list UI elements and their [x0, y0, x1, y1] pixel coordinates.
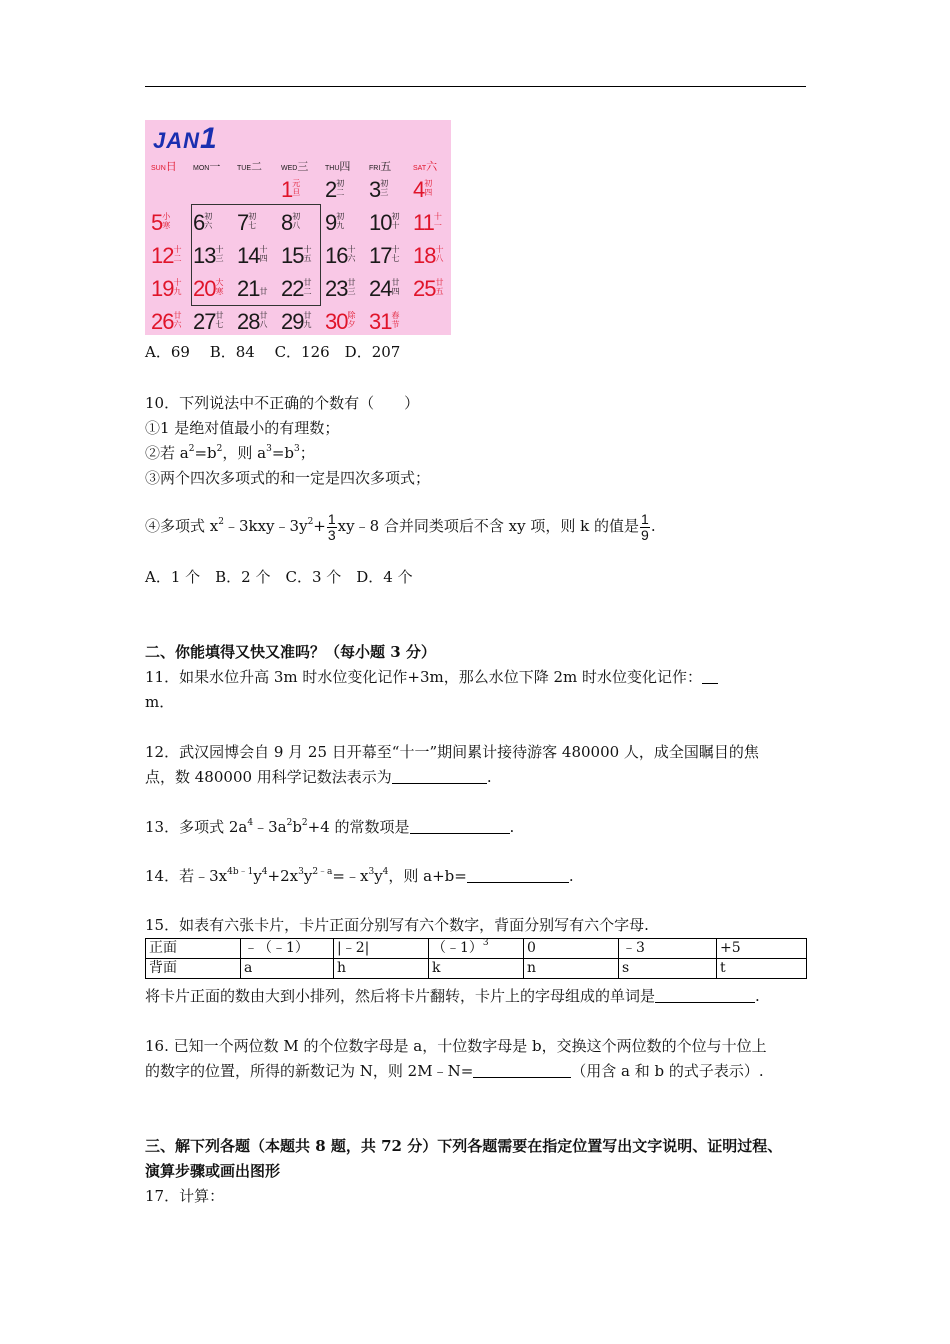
header-rule: [145, 86, 806, 87]
calendar-day: 16十六: [325, 243, 356, 268]
q10-options: A．1 个 B．2 个 C．3 个 D．4 个: [145, 568, 413, 586]
calendar-day: 7初七: [237, 210, 257, 235]
fraction-one-ninth: $\frac{1}{9}$: [641, 510, 649, 543]
calendar-day: 9初九: [325, 210, 345, 235]
back-card: h: [334, 959, 429, 979]
front-card: （﹣1）$^3$: [429, 939, 524, 959]
front-card: +5: [717, 939, 807, 959]
calendar-day: 18十八: [413, 243, 444, 268]
back-label: 背面: [146, 959, 241, 979]
calendar-day: 10初十: [369, 210, 400, 235]
q16-line-2: 的数字的位置，所得的新数记为 N，则 2M﹣N= （用含 a 和 b 的式子表示）.: [145, 1062, 764, 1080]
q13: 13．多项式 $2a^4﹣3a^2b^2+4$ 的常数项是 .: [145, 818, 515, 836]
calendar-day: 14十四: [237, 243, 268, 268]
calendar-day: 31春节: [369, 309, 400, 334]
weekday-header: SUN日: [151, 161, 177, 173]
cards-back-row: [146, 959, 807, 979]
q10-stem: 10．下列说法中不正确的个数有（ ）: [145, 394, 420, 412]
q10-statement-3: ③两个四次多项式的和一定是四次多项式；: [145, 469, 431, 487]
back-card: n: [524, 959, 619, 979]
back-card: t: [717, 959, 807, 979]
calendar-month-number: 1: [200, 122, 218, 155]
calendar-day: 27廿七: [193, 309, 224, 334]
front-card: ﹣3: [619, 939, 717, 959]
calendar-day: 25廿五: [413, 276, 444, 301]
calendar-day: 8初八: [281, 210, 301, 235]
calendar-day: 24廿四: [369, 276, 400, 301]
calendar-day: 6初六: [193, 210, 213, 235]
calendar-day: 30除夕: [325, 309, 356, 334]
back-card: k: [429, 959, 524, 979]
q16-answer-blank[interactable]: [473, 1063, 571, 1078]
calendar-day: 2初二: [325, 177, 345, 202]
cards-front-row: [146, 939, 807, 959]
back-card: a: [241, 959, 334, 979]
calendar-day: 15十五: [281, 243, 312, 268]
q15-answer-blank[interactable]: [655, 988, 755, 1003]
q9-options: A．69 B．84 C．126 D．207: [145, 343, 401, 361]
calendar-day: 29廿九: [281, 309, 312, 334]
calendar-day: 13十三: [193, 243, 224, 268]
q14: 14．若$﹣3x^{4b﹣1}y^4+2x^3y^{2﹣a}=﹣x^3y^4$，则 a+b= .: [145, 867, 574, 885]
calendar-day: 17十七: [369, 243, 400, 268]
calendar-month-label: JAN: [153, 128, 201, 153]
calendar-selection-box: [191, 204, 321, 306]
weekday-header: THU四: [325, 161, 351, 173]
back-card: s: [619, 959, 717, 979]
q15-tail: 将卡片正面的数由大到小排列，然后将卡片翻转，卡片上的字母组成的单词是 .: [145, 987, 760, 1005]
weekday-header: WED三: [281, 161, 309, 173]
section-3-title-line-1: 三、解下列各题（本题共 8 题，共 72 分）下列各题需要在指定位置写出文字说明、证明过程、: [145, 1137, 783, 1155]
calendar-day: 3初三: [369, 177, 389, 202]
front-card: 0: [524, 939, 619, 959]
front-card: ﹣（﹣1）: [241, 939, 334, 959]
q12-line-2: 点，数 480000 用科学记数法表示为 .: [145, 768, 492, 786]
q11-line-1: 11．如果水位升高 3m 时水位变化记作+3m，那么水位下降 2m 时水位变化记作：: [145, 667, 718, 687]
section-3-title-line-2: 演算步骤或画出图形: [145, 1162, 281, 1180]
calendar-day: 5小寒: [151, 210, 171, 235]
calendar-day: 26廿六: [151, 309, 182, 334]
weekday-header: FRI五: [369, 161, 392, 173]
weekday-header: TUE二: [237, 161, 262, 173]
section-2-title: 二、你能填得又快又准吗？（每小题 3 分）: [145, 643, 436, 661]
calendar-day: 12十二: [151, 243, 182, 268]
q14-answer-blank[interactable]: [467, 868, 569, 883]
q16-line-1: 16. 已知一个两位数 M 的个位数字母是 a，十位数字母是 b，交换这个两位数的个位与十位上: [145, 1037, 767, 1055]
q11-answer-blank[interactable]: [702, 669, 718, 684]
q10-statement-1: ①1 是绝对值最小的有理数；: [145, 419, 340, 437]
calendar-image: [145, 120, 451, 335]
calendar-day: 19十九: [151, 276, 182, 301]
q12-line-1: 12．武汉园博会自 9 月 25 日开幕至“十一”期间累计接待游客 480000 人，成全国瞩目的焦: [145, 743, 759, 761]
calendar-day: 20大寒: [193, 276, 224, 301]
fraction-one-third: $\frac{1}{3}$: [327, 510, 336, 543]
front-label: 正面: [146, 939, 241, 959]
calendar-day: 1元旦: [281, 177, 301, 202]
calendar-day: 21廿: [237, 276, 268, 301]
q10-statement-2: ②若 $a^2=b^2$，则 $a^3=b^3$；: [145, 444, 315, 462]
calendar-day: 22廿二: [281, 276, 312, 301]
q13-answer-blank[interactable]: [410, 819, 510, 834]
calendar-day: 11十一: [413, 210, 442, 235]
cards-table: [145, 938, 807, 979]
calendar-day: 28廿八: [237, 309, 268, 334]
weekday-header: SAT六: [413, 161, 438, 173]
q12-answer-blank[interactable]: [392, 769, 487, 784]
calendar-day: 23廿三: [325, 276, 356, 301]
q11-line-2: m．: [145, 693, 175, 711]
front-card: |﹣2|: [334, 939, 429, 959]
q17-stem: 17．计算：: [145, 1187, 225, 1205]
calendar-day: 4初四: [413, 177, 433, 202]
q10-statement-4: ④多项式 $x^2﹣3kxy﹣3y^2+$ $\frac{1}{3}$ xy﹣8 合并同类项后不含 xy 项，则 k 的值是 $\frac{1}{9}$ .: [145, 510, 656, 543]
q15-stem: 15．如表有六张卡片，卡片正面分别写有六个数字，背面分别写有六个字母.: [145, 916, 649, 934]
calendar-month-title: [153, 122, 218, 156]
weekday-header: MON一: [193, 161, 221, 173]
